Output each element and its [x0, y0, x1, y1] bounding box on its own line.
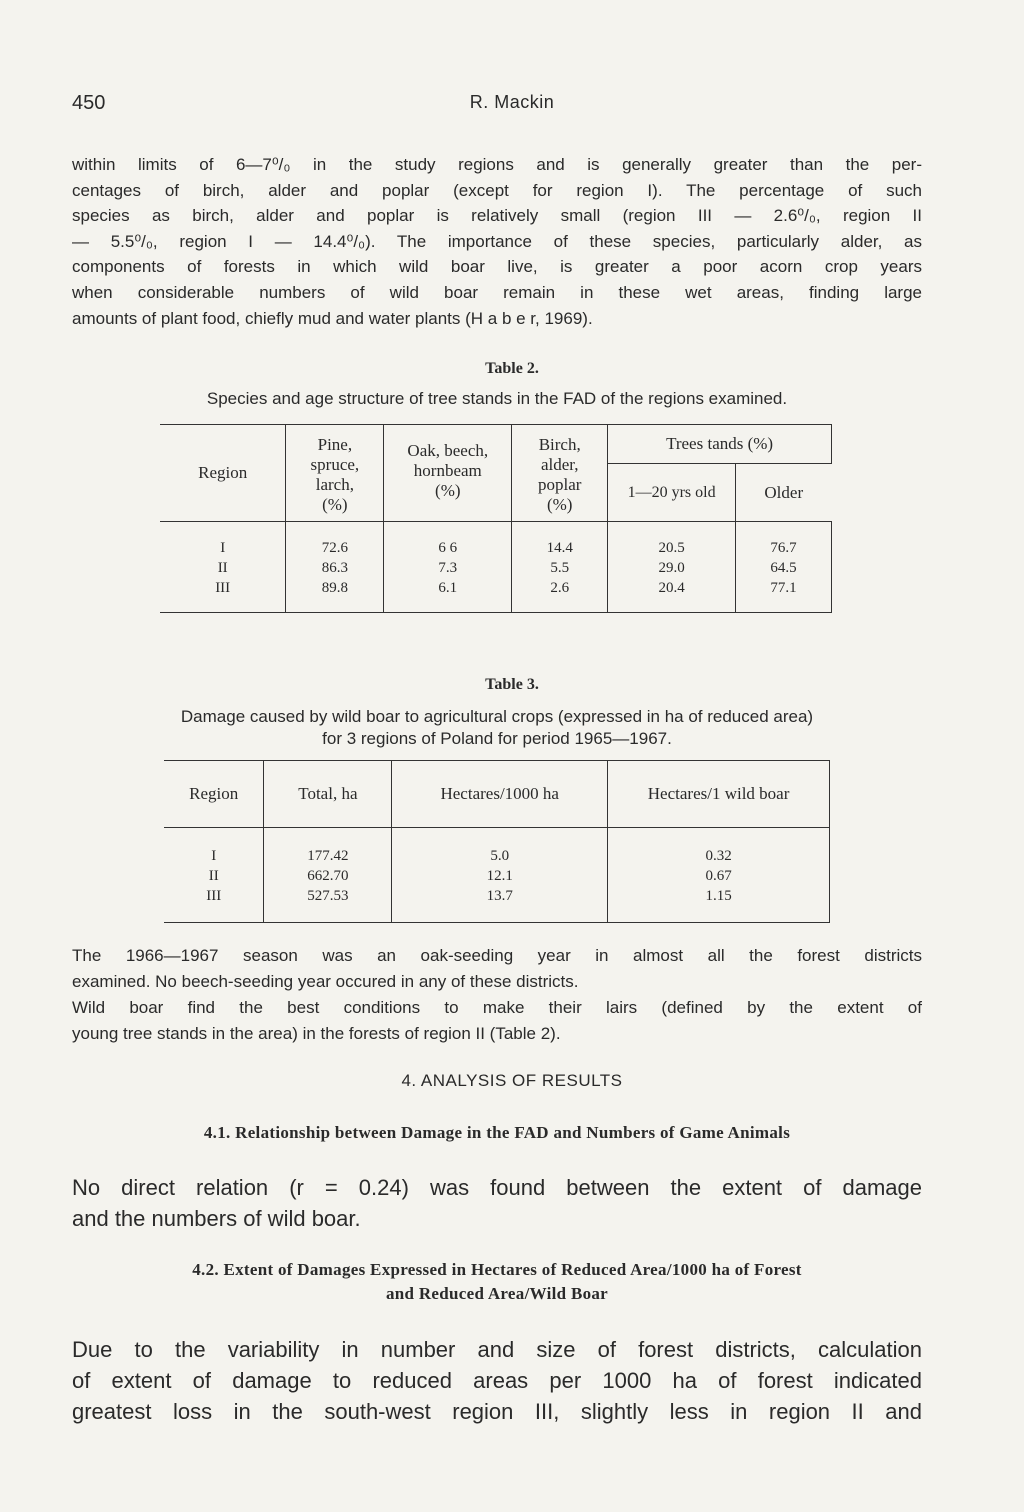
header-line: poplar: [537, 475, 582, 494]
table-cell: 6.1: [384, 578, 512, 613]
heading-line: and Reduced Area/Wild Boar: [385, 1284, 609, 1303]
text-line: Wild boar find the best conditions to make their lairs (defined by the extent of: [72, 998, 922, 1017]
table-cell: 0.32: [608, 828, 830, 867]
header-region: Region: [189, 784, 239, 803]
table-cell: III: [215, 580, 231, 596]
header-per-boar: Hectares/1 wild boar: [608, 761, 830, 828]
text-line: greatest loss in the south-west region III, slightly less in region II and: [72, 1399, 922, 1424]
header-young: 1—20 yrs old: [608, 464, 736, 522]
heading-line: 4.2. Extent of Damages Expressed in Hectares of Reduced Area/1000 ha of Forest: [192, 1260, 802, 1279]
header-line: (%): [322, 495, 348, 514]
text-line: The 1966—1967 season was an oak-seeding year in almost all the forest districts: [72, 946, 922, 965]
header-line: (%): [546, 495, 573, 514]
table-cell: I: [211, 848, 217, 864]
paragraph-relation: [72, 1172, 922, 1234]
header-pine: [286, 425, 384, 522]
table-cell: 177.42: [264, 828, 392, 867]
intro-paragraph: [72, 152, 922, 331]
table-cell: 14.4: [512, 522, 608, 559]
table-cell: 77.1: [736, 578, 832, 613]
header-line: spruce,: [310, 455, 360, 474]
header-line: Birch,: [538, 435, 581, 454]
table-cell: 6 6: [384, 522, 512, 559]
header-oak: [384, 425, 512, 522]
table-cell: 5.0: [392, 828, 608, 867]
table-cell: 0.67: [608, 866, 830, 886]
text-line: and the numbers of wild boar.: [72, 1206, 361, 1231]
text-line: centages of birch, alder and poplar (except for region I). The percentage of such: [72, 180, 922, 200]
text-line: No direct relation (r = 0.24) was found between the extent of damage: [72, 1175, 922, 1200]
header-older: Older: [736, 464, 832, 522]
running-head-author: R. Mackin: [469, 92, 555, 112]
table-cell: 72.6: [286, 522, 384, 559]
header-line: Pine,: [317, 435, 353, 454]
text-line: species as birch, alder and poplar is relatively small (region III — 2.6⁰/₀, region II: [72, 206, 922, 226]
text-line: Due to the variability in number and size of forest districts, calculation: [72, 1337, 922, 1362]
text-line: young tree stands in the area) in the forests of region II (Table 2).: [72, 1023, 561, 1043]
text-line: within limits of 6—7⁰/₀ in the study regions and is generally greater than the per-: [72, 155, 922, 174]
section-heading: 4. ANALYSIS OF RESULTS: [401, 1071, 623, 1090]
table-cell: 20.4: [608, 578, 736, 613]
table2: [160, 424, 832, 613]
table2-caption: Species and age structure of tree stands in the FAD of the regions examined.: [206, 389, 788, 408]
text-line: of extent of damage to reduced areas per 1000 ha of forest indicated: [72, 1368, 922, 1393]
subsection-heading-4-1: 4.1. Relationship between Damage in the FAD and Numbers of Game Animals: [203, 1123, 791, 1142]
table-cell: 2.6: [512, 578, 608, 613]
table-cell: II: [217, 560, 228, 576]
table-cell: 7.3: [384, 558, 512, 578]
header-line: Oak, beech,: [407, 441, 489, 460]
caption-line: for 3 regions of Poland for period 1965—1967.: [322, 729, 672, 748]
text-line: — 5.5⁰/₀, region I — 14.4⁰/₀). The importance of these species, particularly alder, as: [72, 231, 922, 251]
paragraph-lairs: [72, 995, 922, 1046]
table3: [164, 760, 830, 923]
table-cell: 662.70: [264, 866, 392, 886]
table-cell: 1.15: [608, 886, 830, 923]
table-cell: I: [220, 540, 226, 556]
header-trees: Trees tands (%): [608, 425, 832, 464]
table-cell: 86.3: [286, 558, 384, 578]
table-cell: 89.8: [286, 578, 384, 613]
table-cell: 20.5: [608, 522, 736, 559]
table-cell: II: [208, 868, 219, 884]
header-line: (%): [435, 481, 461, 500]
text-line: amounts of plant food, chiefly mud and water plants (H a b e r, 1969).: [72, 308, 593, 328]
paragraph-variability: [72, 1334, 922, 1427]
table-cell: 5.5: [512, 558, 608, 578]
table3-title: Table 3.: [485, 676, 539, 693]
table-cell: 12.1: [392, 866, 608, 886]
caption-line: Damage caused by wild boar to agricultural crops (expressed in ha of reduced area): [180, 707, 814, 726]
table-cell: 64.5: [736, 558, 832, 578]
subsection-heading-4-2: [92, 1258, 902, 1306]
header-line: larch,: [315, 475, 354, 494]
header-total: Total, ha: [264, 761, 392, 828]
table-cell: 76.7: [736, 522, 832, 559]
header-line: hornbeam: [413, 461, 482, 480]
table-cell: 29.0: [608, 558, 736, 578]
text-line: components of forests in which wild boar live, is greater a poor acorn crop years: [72, 257, 922, 277]
table-cell: III: [206, 888, 222, 904]
text-line: when considerable numbers of wild boar remain in these wet areas, finding large: [72, 282, 922, 302]
table-cell: 527.53: [264, 886, 392, 923]
header-per-1000: Hectares/1000 ha: [392, 761, 608, 828]
page-number: 450: [72, 92, 106, 114]
table3-caption: [72, 706, 922, 750]
table2-title: Table 2.: [485, 360, 539, 377]
header-birch: [512, 425, 608, 522]
paragraph-seeding: [72, 943, 922, 994]
header-line: alder,: [540, 455, 579, 474]
table-cell: 13.7: [392, 886, 608, 923]
header-region: Region: [198, 463, 248, 482]
text-line: examined. No beech-seeding year occured in any of these districts.: [72, 971, 579, 991]
